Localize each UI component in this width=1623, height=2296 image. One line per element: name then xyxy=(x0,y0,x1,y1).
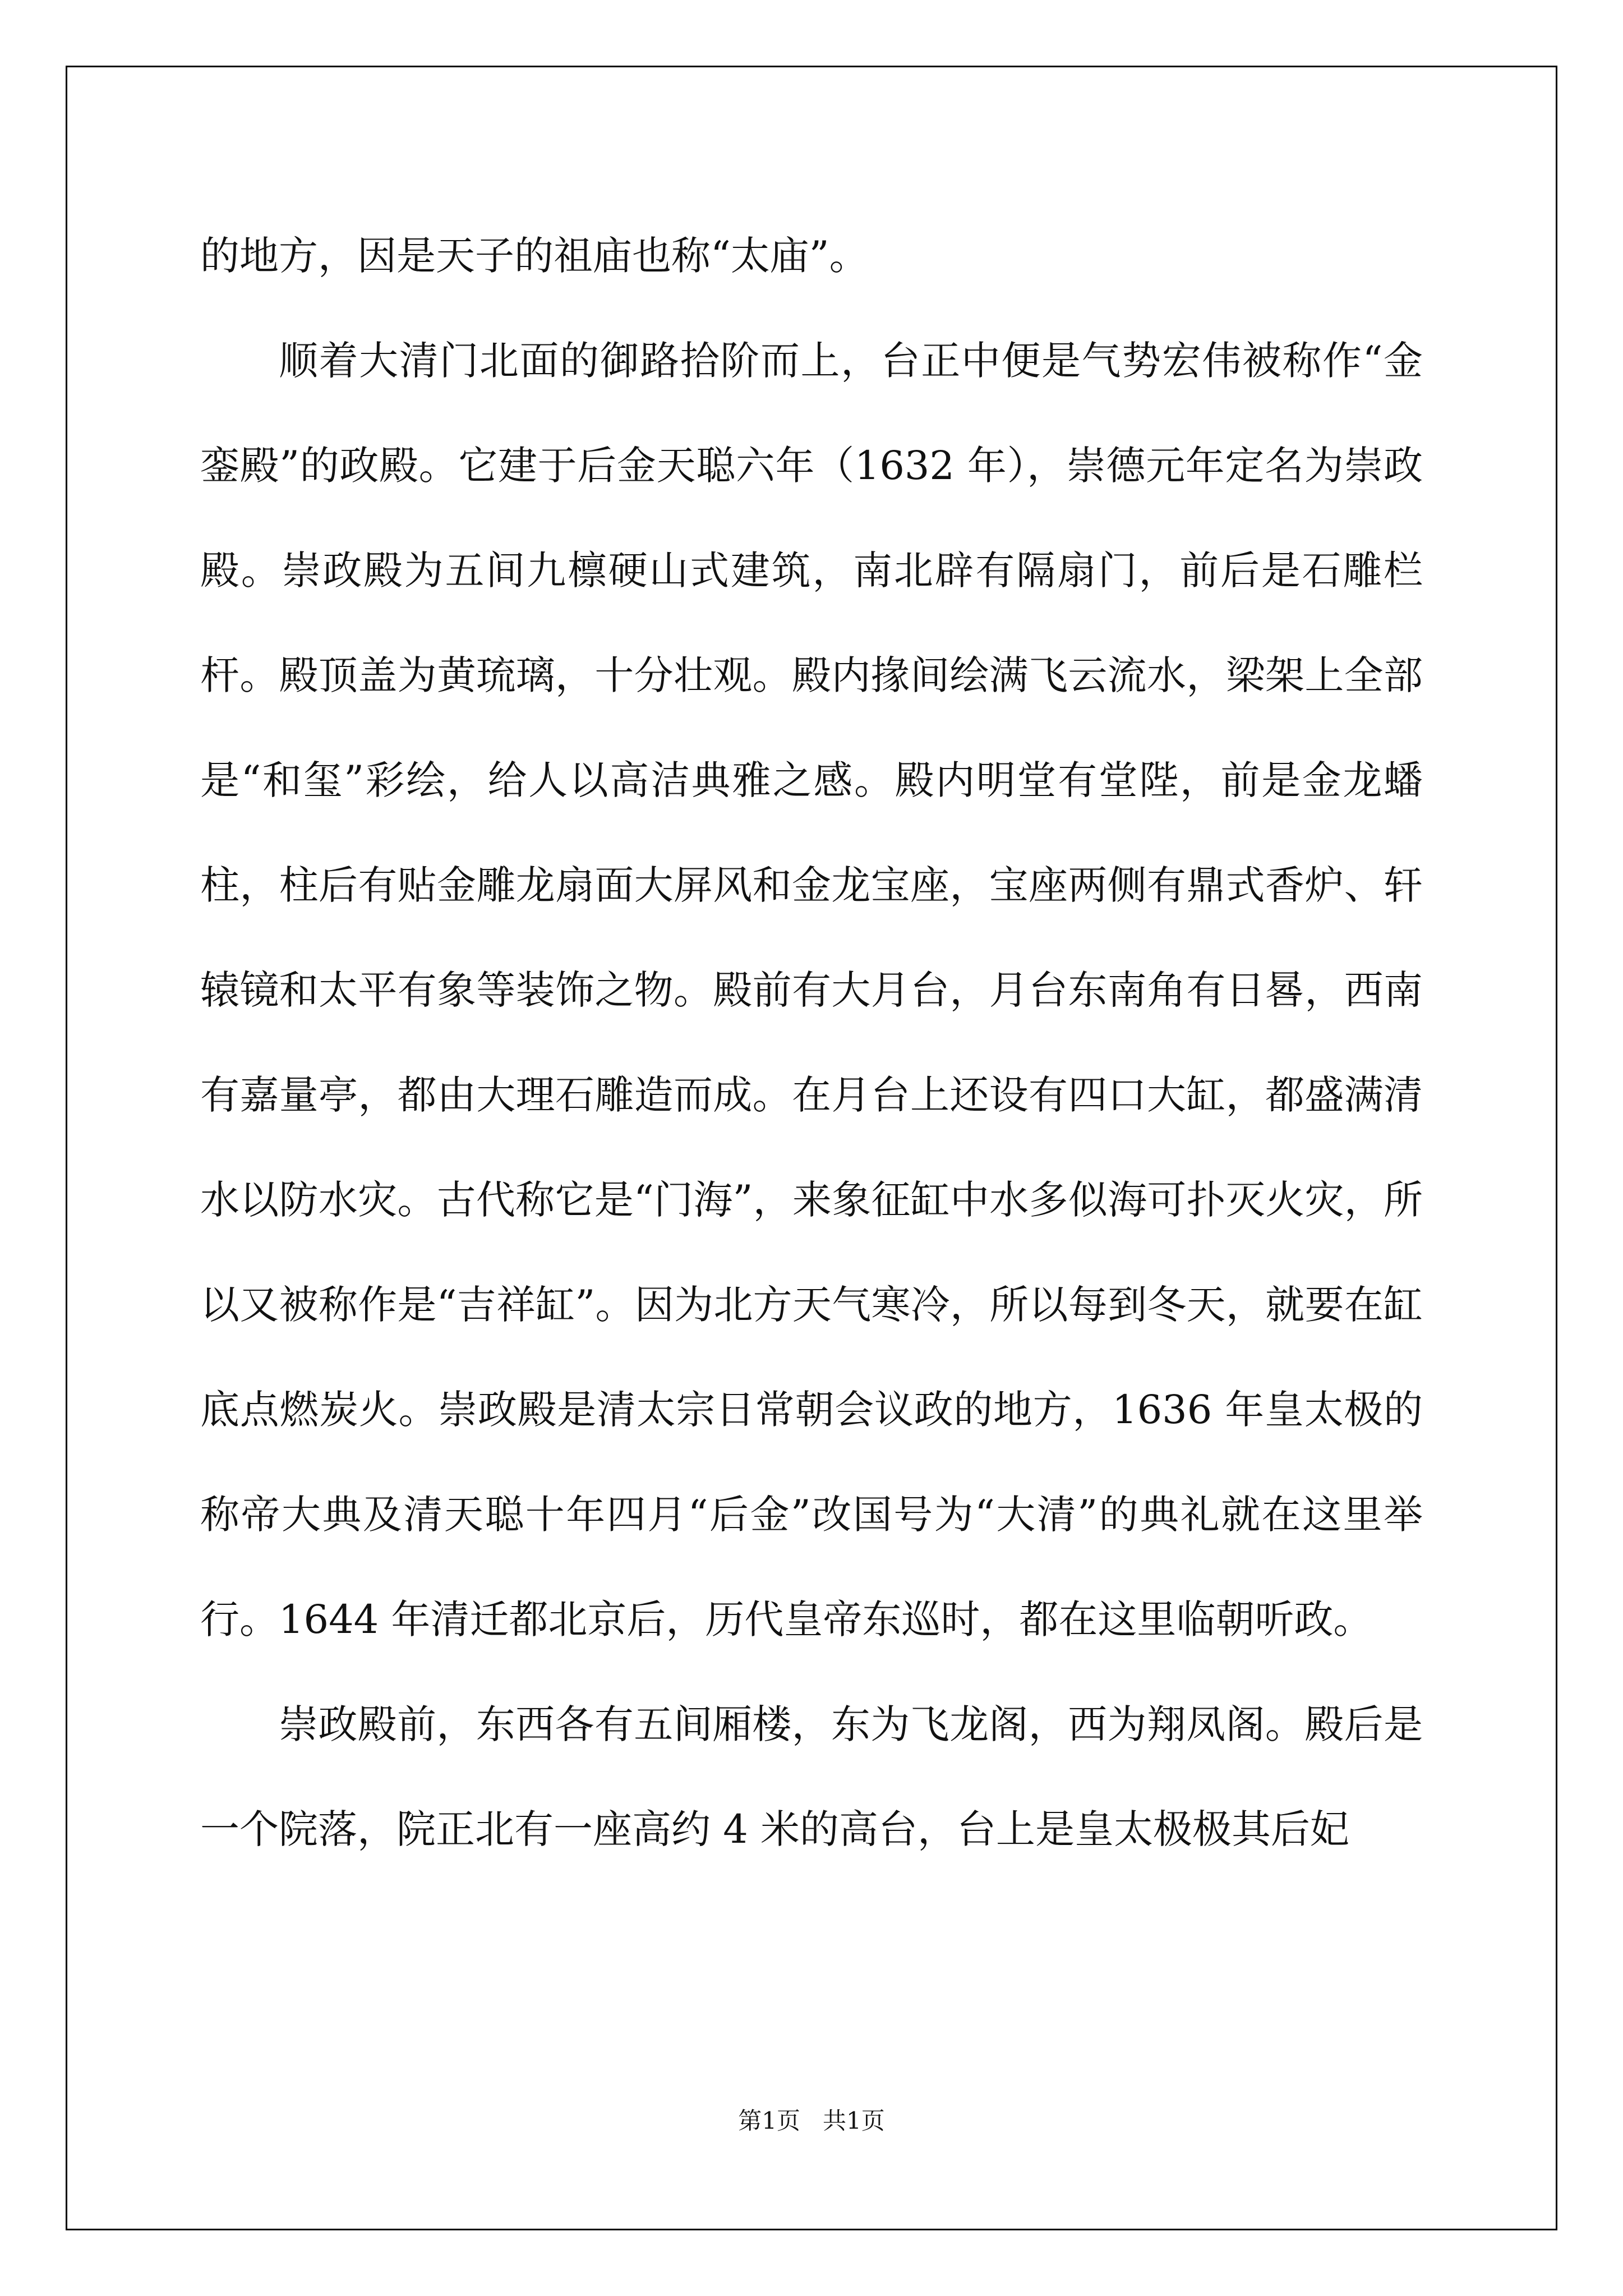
document-body xyxy=(200,204,1423,1882)
paragraph-3: 崇政殿前，东西各有五间厢楼，东为飞龙阁，西为翔凤阁。殿后是一个院落，院正北有一座高约 4 米的高台，台上是皇太极极其后妃 xyxy=(200,1701,1423,1852)
page-number-footer: 第1页 共1页 xyxy=(738,2107,885,2134)
paragraph-2: 顺着大清门北面的御路拾阶而上，台正中便是气势宏伟被称作“金銮殿”的政殿。它建于后金天聪六年（1632 年），崇德元年定名为崇政殿。崇政殿为五间九檩硬山式建筑，南北辟有隔扇门，前后是石雕栏杆。殿顶盖为黄琉璃，十分壮观。殿内掾间绘满飞云流水，梁架上全部是“和玺”彩绘，给人以高洁典雅之感。殿内明堂有堂陛，前是金龙蟠柱，柱后有贴金雕龙扇面大屏风和金龙宝座，宝座两侧有鼎式香炉、轩辕镜和太平有象等装饰之物。殿前有大月台，月台东南角有日晷，西南有嘉量亭，都由大理石雕造而成。在月台上还设有四口大缸，都盛满清水以防水灾。古代称它是“门海”，来象征缸中水多似海可扑灭火灾，所以又被称作是“吉祥缸”。因为北方天气寒冷，所以每到冬天，就要在缸底点燃炭火。崇政殿是清太宗日常朝会议政的地方，1636 年皇太极的称帝大典及清天聪十年四月“后金”改国号为“大清”的典礼就在这里举行。1644 年清迁都北京后，历代皇帝东巡时，都在这里临朝听政。 xyxy=(200,338,1423,1642)
paragraph-1: 的地方，因是天子的祖庙也称“太庙”。 xyxy=(200,233,869,279)
